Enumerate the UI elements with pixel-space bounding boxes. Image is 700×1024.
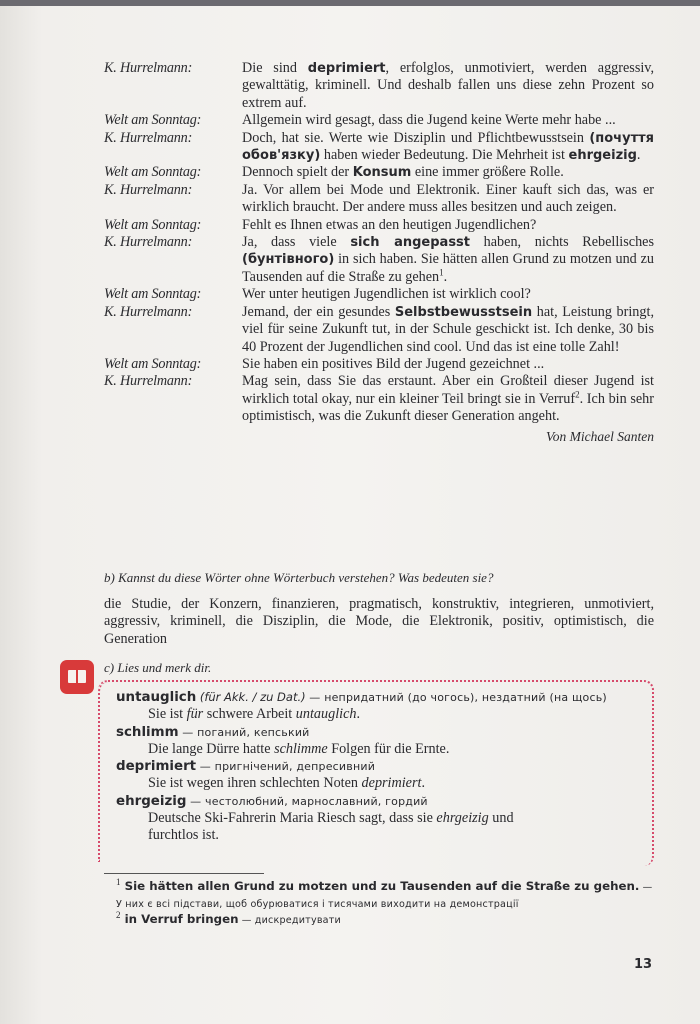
speaker-label: K. Hurrelmann: bbox=[104, 373, 193, 390]
vocab-entry-ehrgeizig bbox=[116, 793, 650, 810]
speaker-label: Welt am Sonntag: bbox=[104, 164, 202, 181]
vocab-example-cont: furchtlos ist. bbox=[148, 827, 219, 844]
speech-text: Ja. Vor allem bei Mode und Elektronik. Einer kauft sich das, was er wirklich braucht. Der andere muss alles besitzen und auch zeigen. bbox=[242, 181, 654, 216]
interview-turn bbox=[104, 182, 654, 217]
speaker-label: K. Hurrelmann: bbox=[104, 60, 193, 76]
vocab-example: Sie ist wegen ihren schlechten Noten deprimiert. bbox=[148, 775, 425, 792]
page-number: 13 bbox=[634, 957, 653, 972]
speech-text: Allgemein wird gesagt, dass die Jugend keine Werte mehr habe ... bbox=[242, 112, 616, 129]
speaker-label: K. Hurrelmann: bbox=[104, 234, 193, 251]
footnote-1: $^1$ Sie hätten allen Grund zu motzen und zu Tausenden auf die Straße zu gehen. — У них є всі підстави, щоб обурюватися і тисячами виходити на демонстрації bbox=[116, 876, 653, 910]
vocab-headword: ehrgeizig bbox=[116, 793, 187, 809]
speaker-label: Welt am Sonntag: bbox=[104, 286, 202, 303]
vocab-list bbox=[116, 689, 650, 845]
vocab-grammar: (für Akk. / zu Dat.) bbox=[199, 690, 306, 704]
vocab-translation: — пригнічений, депресивний bbox=[196, 760, 376, 774]
speaker-label: K. Hurrelmann: bbox=[104, 303, 193, 320]
speaker-label: Welt am Sonntag: bbox=[104, 216, 202, 233]
speech-text: Ja, dass viele sich angepasst haben, nichts Rebellisches (бунтівного) in sich haben. Sie hätten allen Grund zu motzen und zu Tausenden auf die Straße zu gehen$^1$. bbox=[242, 234, 654, 285]
task-c-instruction: c) Lies und merk dir. bbox=[104, 660, 212, 675]
vocab-entry-deprimiert bbox=[116, 758, 650, 775]
interview-turn bbox=[104, 304, 654, 356]
vocab-translation: — поганий, кепський bbox=[178, 725, 310, 739]
interview-turn bbox=[104, 373, 654, 425]
speaker-label: Welt am Sonntag: bbox=[104, 355, 202, 372]
vocab-example: Sie ist für schwere Arbeit untauglich. bbox=[148, 706, 361, 723]
speech-text: Jemand, der ein gesundes Selbstbewusstsein hat, Leistung bringt, viel für seine Zukunft tut, in der Schule geschickt ist. Ich denke, 30 bis 40 Prozent der Jugendlichen sind cool. Und das ist eine tolle Zahl! bbox=[242, 303, 654, 355]
speech-text: Wer unter heutigen Jugendlichen ist wirklich cool? bbox=[242, 286, 531, 303]
interview-turn bbox=[104, 112, 654, 129]
speaker-label: K. Hurrelmann: bbox=[104, 181, 193, 198]
vocab-example: Deutsche Ski-Fahrerin Maria Riesch sagt, dass sie ehrgeizig und bbox=[148, 810, 514, 827]
task-b-instruction: b) Kannst du diese Wörter ohne Wörterbuch verstehen? Was bedeuten sie? bbox=[104, 570, 494, 585]
word-list: die Studie, der Konzern, finanzieren, pragmatisch, konstruktiv, integrieren, unmotiviert, aggressiv, kriminell, die Disziplin, die Mode, die Elektronik, positiv, optimistisch, die Generation bbox=[104, 596, 654, 647]
interview-turn bbox=[104, 164, 654, 181]
vocab-headword: schlimm bbox=[116, 724, 179, 740]
speech-text: Die sind deprimiert, erfolglos, unmotiviert, werden aggressiv, gewalttätig, kriminell. Und deshalb fallen uns diese zehn Prozent so extrem auf. bbox=[242, 60, 654, 111]
footnote-2: $^2$ in Verruf bringen — дискредитувати bbox=[116, 909, 341, 926]
interview-turn bbox=[104, 130, 654, 165]
speech-text: Dennoch spielt der Konsum eine immer größere Rolle. bbox=[242, 164, 564, 181]
article-author: Von Michael Santen bbox=[546, 428, 654, 444]
speech-text: Doch, hat sie. Werte wie Disziplin und Pflichtbewusstsein (почуття обов'язку) haben wieder Bedeutung. Die Mehrheit ist ehrgeizig. bbox=[242, 129, 654, 164]
footnote-rule bbox=[104, 873, 264, 874]
speaker-label: Welt am Sonntag: bbox=[104, 112, 202, 129]
interview-turn bbox=[104, 60, 654, 112]
footnotes bbox=[104, 876, 654, 929]
speaker-label: K. Hurrelmann: bbox=[104, 129, 193, 146]
speech-text: Sie haben ein positives Bild der Jugend gezeichnet ... bbox=[242, 355, 545, 372]
vocab-translation: — непридатний (до чогось), нездатний (на щось) bbox=[305, 691, 607, 704]
vocab-translation: — честолюбний, марнославний, гордий bbox=[186, 794, 428, 808]
speech-text: Mag sein, dass Sie das erstaunt. Aber ein Großteil dieser Jugend ist wirklich total okay, nur ein kleiner Teil bringt sie in Verruf$^2$. Ich bin sehr optimistisch, was die Zukunft dieser Generation angeht. bbox=[242, 373, 654, 425]
interview-turn bbox=[104, 234, 654, 286]
vocab-entry-untauglich bbox=[116, 689, 650, 706]
vocab-entry-schlimm bbox=[116, 724, 650, 741]
interview-turn bbox=[104, 286, 654, 303]
interview-turn bbox=[104, 356, 654, 373]
speech-text: Fehlt es Ihnen etwas an den heutigen Jugendlichen? bbox=[242, 216, 537, 233]
interview-text bbox=[104, 60, 654, 445]
vocab-example: Die lange Dürre hatte schlimme Folgen für die Ernte. bbox=[148, 740, 450, 757]
top-edge bbox=[0, 0, 700, 6]
book-icon bbox=[60, 660, 94, 694]
interview-turn bbox=[104, 217, 654, 234]
vocab-headword: deprimiert bbox=[116, 759, 197, 775]
vocab-headword: untauglich bbox=[116, 690, 197, 705]
